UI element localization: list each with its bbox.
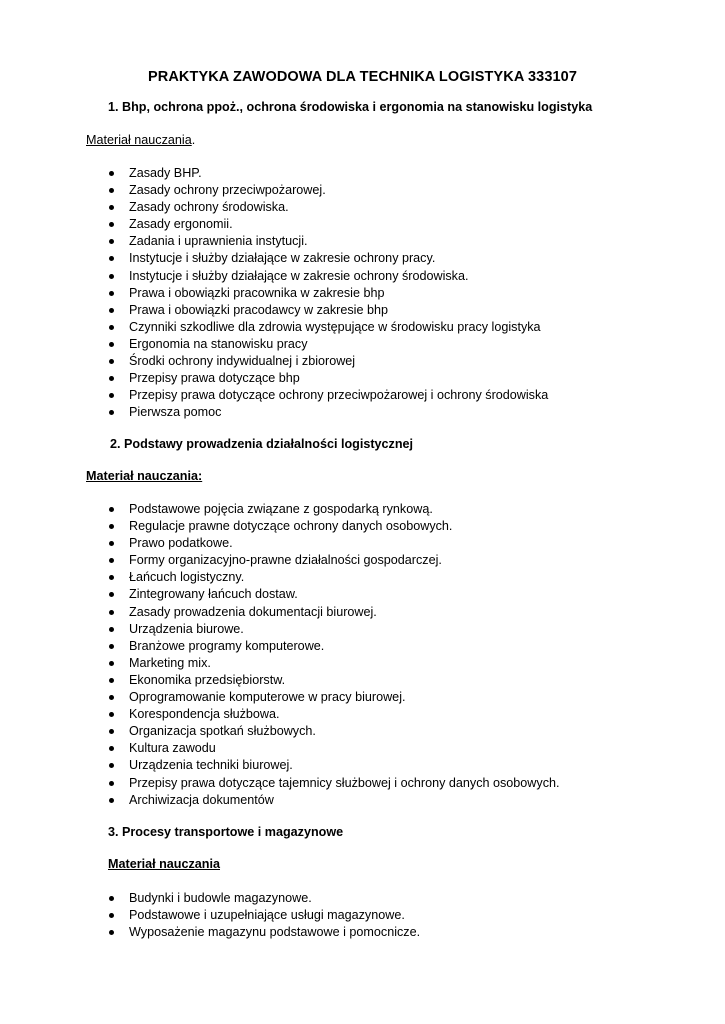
list-item: Oprogramowanie komputerowe w pracy biurowej. xyxy=(86,689,725,706)
section-1-material-suffix: . xyxy=(191,133,196,147)
list-item: Przepisy prawa dotyczące tajemnicy służbowej i ochrony danych osobowych. xyxy=(86,775,725,792)
list-item: Zasady ochrony przeciwpożarowej. xyxy=(86,182,725,199)
list-item: Prawa i obowiązki pracownika w zakresie bhp xyxy=(86,285,725,302)
section-2-list xyxy=(0,501,725,809)
list-item: Instytucje i służby działające w zakresie ochrony środowiska. xyxy=(86,268,725,285)
list-item: Zasady prowadzenia dokumentacji biurowej. xyxy=(86,604,725,621)
list-item: Zadania i uprawnienia instytucji. xyxy=(86,233,725,250)
list-item: Wyposażenie magazynu podstawowe i pomocnicze. xyxy=(86,924,725,941)
list-item: Środki ochrony indywidualnej i zbiorowej xyxy=(86,353,725,370)
section-3-list xyxy=(0,890,725,941)
section-2-material-label xyxy=(0,469,725,483)
list-item: Przepisy prawa dotyczące ochrony przeciwpożarowej i ochrony środowiska xyxy=(86,387,725,404)
list-item: Formy organizacyjno-prawne działalności gospodarczej. xyxy=(86,552,725,569)
section-1-heading: 1. Bhp, ochrona ppoż., ochrona środowiska i ergonomia na stanowisku logistyka xyxy=(108,100,593,114)
list-item: Archiwizacja dokumentów xyxy=(86,792,725,809)
list-item: Urządzenia techniki biurowej. xyxy=(86,757,725,774)
list-item: Przepisy prawa dotyczące bhp xyxy=(86,370,725,387)
list-item: Ekonomika przedsiębiorstw. xyxy=(86,672,725,689)
list-item: Łańcuch logistyczny. xyxy=(86,569,725,586)
list-item: Instytucje i służby działające w zakresie ochrony pracy. xyxy=(86,250,725,267)
list-item: Zintegrowany łańcuch dostaw. xyxy=(86,586,725,603)
list-item: Zasady ergonomii. xyxy=(86,216,725,233)
list-item: Pierwsza pomoc xyxy=(86,404,725,421)
section-1-material-label xyxy=(0,133,725,147)
list-item: Urządzenia biurowe. xyxy=(86,621,725,638)
list-item: Korespondencja służbowa. xyxy=(86,706,725,723)
list-item: Prawo podatkowe. xyxy=(86,535,725,552)
list-item: Czynniki szkodliwe dla zdrowia występujące w środowisku pracy logistyka xyxy=(86,319,725,336)
section-1-material-label-text: Materiał nauczania xyxy=(86,133,192,147)
section-1-list xyxy=(0,165,725,421)
list-item: Branżowe programy komputerowe. xyxy=(86,638,725,655)
section-3-material-label xyxy=(0,857,725,871)
list-item: Regulacje prawne dotyczące ochrony danych osobowych. xyxy=(86,518,725,535)
list-item: Prawa i obowiązki pracodawcy w zakresie bhp xyxy=(86,302,725,319)
list-item: Ergonomia na stanowisku pracy xyxy=(86,336,725,353)
list-item: Podstawowe pojęcia związane z gospodarką rynkową. xyxy=(86,501,725,518)
list-item: Marketing mix. xyxy=(86,655,725,672)
section-3-heading: 3. Procesy transportowe i magazynowe xyxy=(108,825,344,839)
document-title: PRAKTYKA ZAWODOWA DLA TECHNIKA LOGISTYKA 333107 xyxy=(148,69,577,85)
list-item: Kultura zawodu xyxy=(86,740,725,757)
list-item: Zasady ochrony środowiska. xyxy=(86,199,725,216)
section-2-material-label-text: Materiał nauczania: xyxy=(86,469,203,483)
list-item: Podstawowe i uzupełniające usługi magazynowe. xyxy=(86,907,725,924)
section-3-material-label-text: Materiał nauczania xyxy=(108,857,220,871)
section-2-heading: 2. Podstawy prowadzenia działalności logistycznej xyxy=(110,437,414,451)
list-item: Zasady BHP. xyxy=(86,165,725,182)
list-item: Organizacja spotkań służbowych. xyxy=(86,723,725,740)
list-item: Budynki i budowle magazynowe. xyxy=(86,890,725,907)
